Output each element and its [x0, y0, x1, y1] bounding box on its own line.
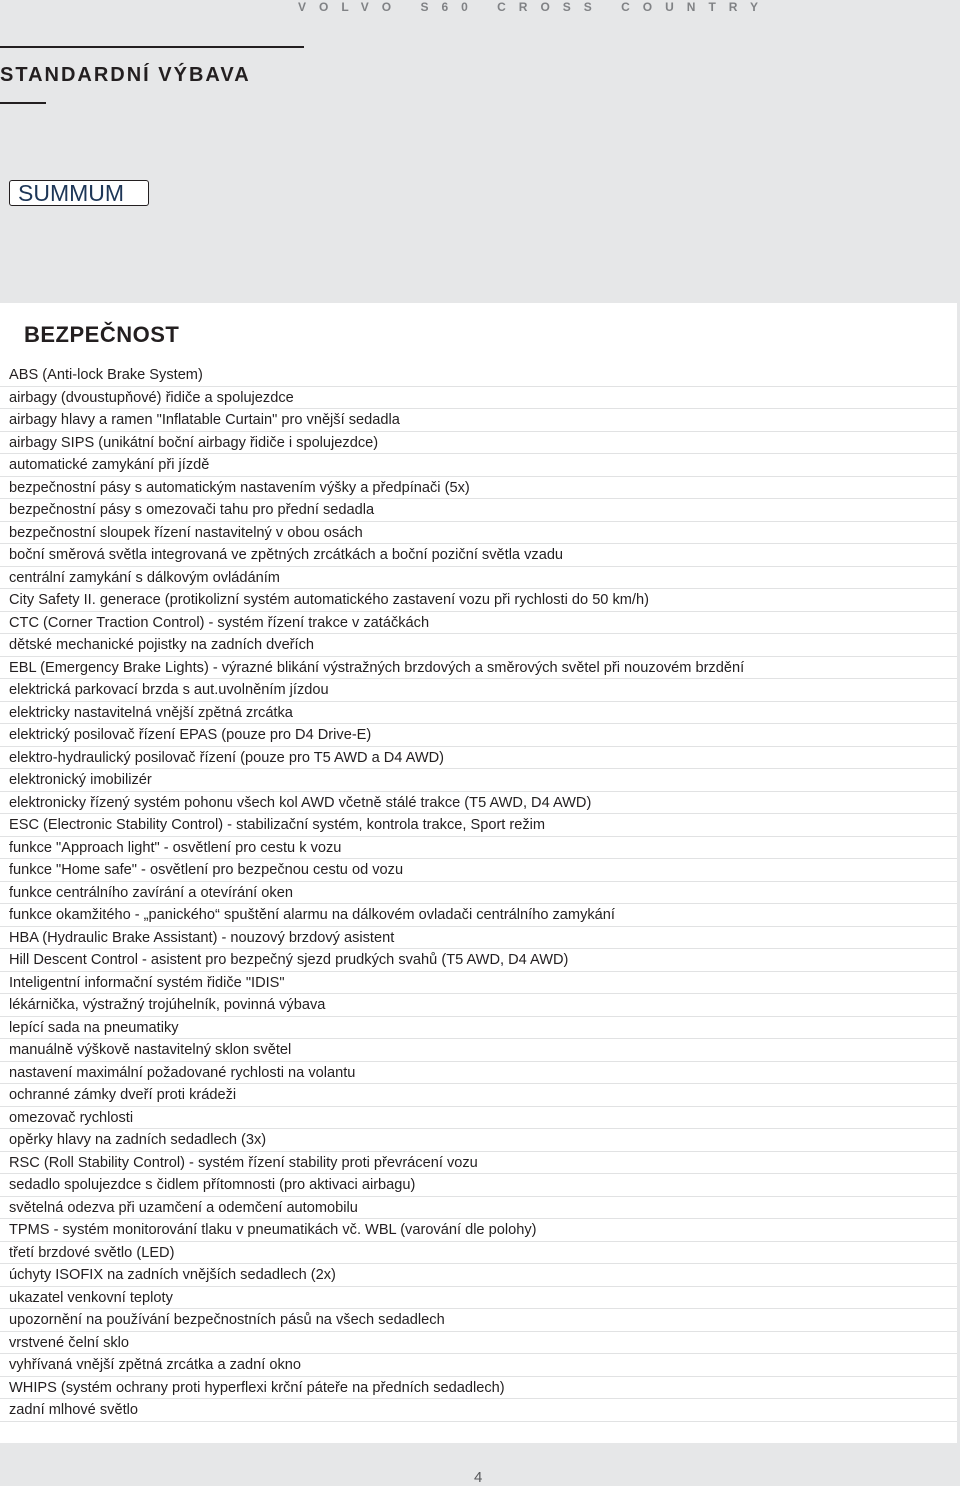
feature-list-item: airbagy (dvoustupňové) řidiče a spolujezdce [0, 387, 957, 410]
feature-list-item: funkce "Approach light" - osvětlení pro cestu k vozu [0, 837, 957, 860]
feature-list-item: lepící sada na pneumatiky [0, 1017, 957, 1040]
feature-list-item: funkce centrálního zavírání a otevírání oken [0, 882, 957, 905]
feature-list-item: dětské mechanické pojistky na zadních dveřích [0, 634, 957, 657]
feature-list-item: vyhřívaná vnější zpětná zrcátka a zadní okno [0, 1354, 957, 1377]
feature-list-item: Inteligentní informační systém řidiče "IDIS" [0, 972, 957, 995]
feature-list-item: elektro-hydraulický posilovač řízení (pouze pro T5 AWD a D4 AWD) [0, 747, 957, 770]
feature-list-item: ukazatel venkovní teploty [0, 1287, 957, 1310]
title-underline [0, 102, 46, 104]
feature-list-item: elektronický imobilizér [0, 769, 957, 792]
feature-list-item: WHIPS (systém ochrany proti hyperflexi krční páteře na předních sedadlech) [0, 1377, 957, 1400]
feature-list-item: zadní mlhové světlo [0, 1399, 957, 1422]
feature-list-item: ESC (Electronic Stability Control) - stabilizační systém, kontrola trakce, Sport režim [0, 814, 957, 837]
feature-list-item: airbagy hlavy a ramen "Inflatable Curtain" pro vnější sedadla [0, 409, 957, 432]
feature-list-item: airbagy SIPS (unikátní boční airbagy řidiče i spolujezdce) [0, 432, 957, 455]
feature-list-item: omezovač rychlosti [0, 1107, 957, 1130]
feature-list-item: vrstvené čelní sklo [0, 1332, 957, 1355]
feature-list-item: Hill Descent Control - asistent pro bezpečný sjezd prudkých svahů (T5 AWD, D4 AWD) [0, 949, 957, 972]
feature-list-item: elektrický posilovač řízení EPAS (pouze pro D4 Drive-E) [0, 724, 957, 747]
feature-list-item: boční směrová světla integrovaná ve zpětných zrcátkách a boční poziční světla vzadu [0, 544, 957, 567]
header-divider [0, 46, 304, 48]
feature-list-item: opěrky hlavy na zadních sedadlech (3x) [0, 1129, 957, 1152]
feature-list-item: světelná odezva při uzamčení a odemčení automobilu [0, 1197, 957, 1220]
feature-list-item: bezpečnostní pásy s omezovači tahu pro přední sedadla [0, 499, 957, 522]
feature-list-item: automatické zamykání při jízdě [0, 454, 957, 477]
feature-list-item: upozornění na používání bezpečnostních pásů na všech sedadlech [0, 1309, 957, 1332]
feature-list-item: elektricky nastavitelná vnější zpětná zrcátka [0, 702, 957, 725]
feature-list-item: manuálně výškově nastavitelný sklon světel [0, 1039, 957, 1062]
feature-list-item: bezpečnostní sloupek řízení nastavitelný v obou osách [0, 522, 957, 545]
feature-list-item: CTC (Corner Traction Control) - systém řízení trakce v zatáčkách [0, 612, 957, 635]
feature-list-item: EBL (Emergency Brake Lights) - výrazné blikání výstražných brzdových a směrových světel při nouzovém brzdění [0, 657, 957, 680]
section-title: STANDARDNÍ VÝBAVA [0, 64, 251, 86]
feature-list-item: třetí brzdové světlo (LED) [0, 1242, 957, 1265]
brand-header: VOLVO S60 CROSS COUNTRY [298, 0, 772, 14]
feature-list-item: elektronicky řízený systém pohonu všech kol AWD včetně stálé trakce (T5 AWD, D4 AWD) [0, 792, 957, 815]
feature-list-item: HBA (Hydraulic Brake Assistant) - nouzový brzdový asistent [0, 927, 957, 950]
feature-list-item: elektrická parkovací brzda s aut.uvolněním jízdou [0, 679, 957, 702]
feature-list-item: RSC (Roll Stability Control) - systém řízení stability proti převrácení vozu [0, 1152, 957, 1175]
feature-list [0, 364, 957, 1422]
feature-list-item: úchyty ISOFIX na zadních vnějších sedadlech (2x) [0, 1264, 957, 1287]
feature-list-item: funkce okamžitého - „panického“ spuštění alarmu na dálkovém ovladači centrálního zamykání [0, 904, 957, 927]
feature-list-item: centrální zamykání s dálkovým ovládáním [0, 567, 957, 590]
category-heading: BEZPEČNOST [24, 322, 180, 347]
feature-list-item: nastavení maximální požadované rychlosti na volantu [0, 1062, 957, 1085]
feature-list-item: funkce "Home safe" - osvětlení pro bezpečnou cestu od vozu [0, 859, 957, 882]
feature-list-item: TPMS - systém monitorování tlaku v pneumatikách vč. WBL (varování dle polohy) [0, 1219, 957, 1242]
feature-list-item: bezpečnostní pásy s automatickým nastavením výšky a předpínači (5x) [0, 477, 957, 500]
feature-list-item: City Safety II. generace (protikolizní systém automatického zastavení vozu při rychlosti do 50 km/h) [0, 589, 957, 612]
feature-list-item: ABS (Anti-lock Brake System) [0, 364, 957, 387]
trim-badge: SUMMUM [9, 180, 149, 206]
feature-list-item: sedadlo spolujezdce s čidlem přítomnosti (pro aktivaci airbagu) [0, 1174, 957, 1197]
page-number: 4 [474, 1469, 483, 1486]
feature-list-item: lékárnička, výstražný trojúhelník, povinná výbava [0, 994, 957, 1017]
feature-list-item: ochranné zámky dveří proti krádeži [0, 1084, 957, 1107]
